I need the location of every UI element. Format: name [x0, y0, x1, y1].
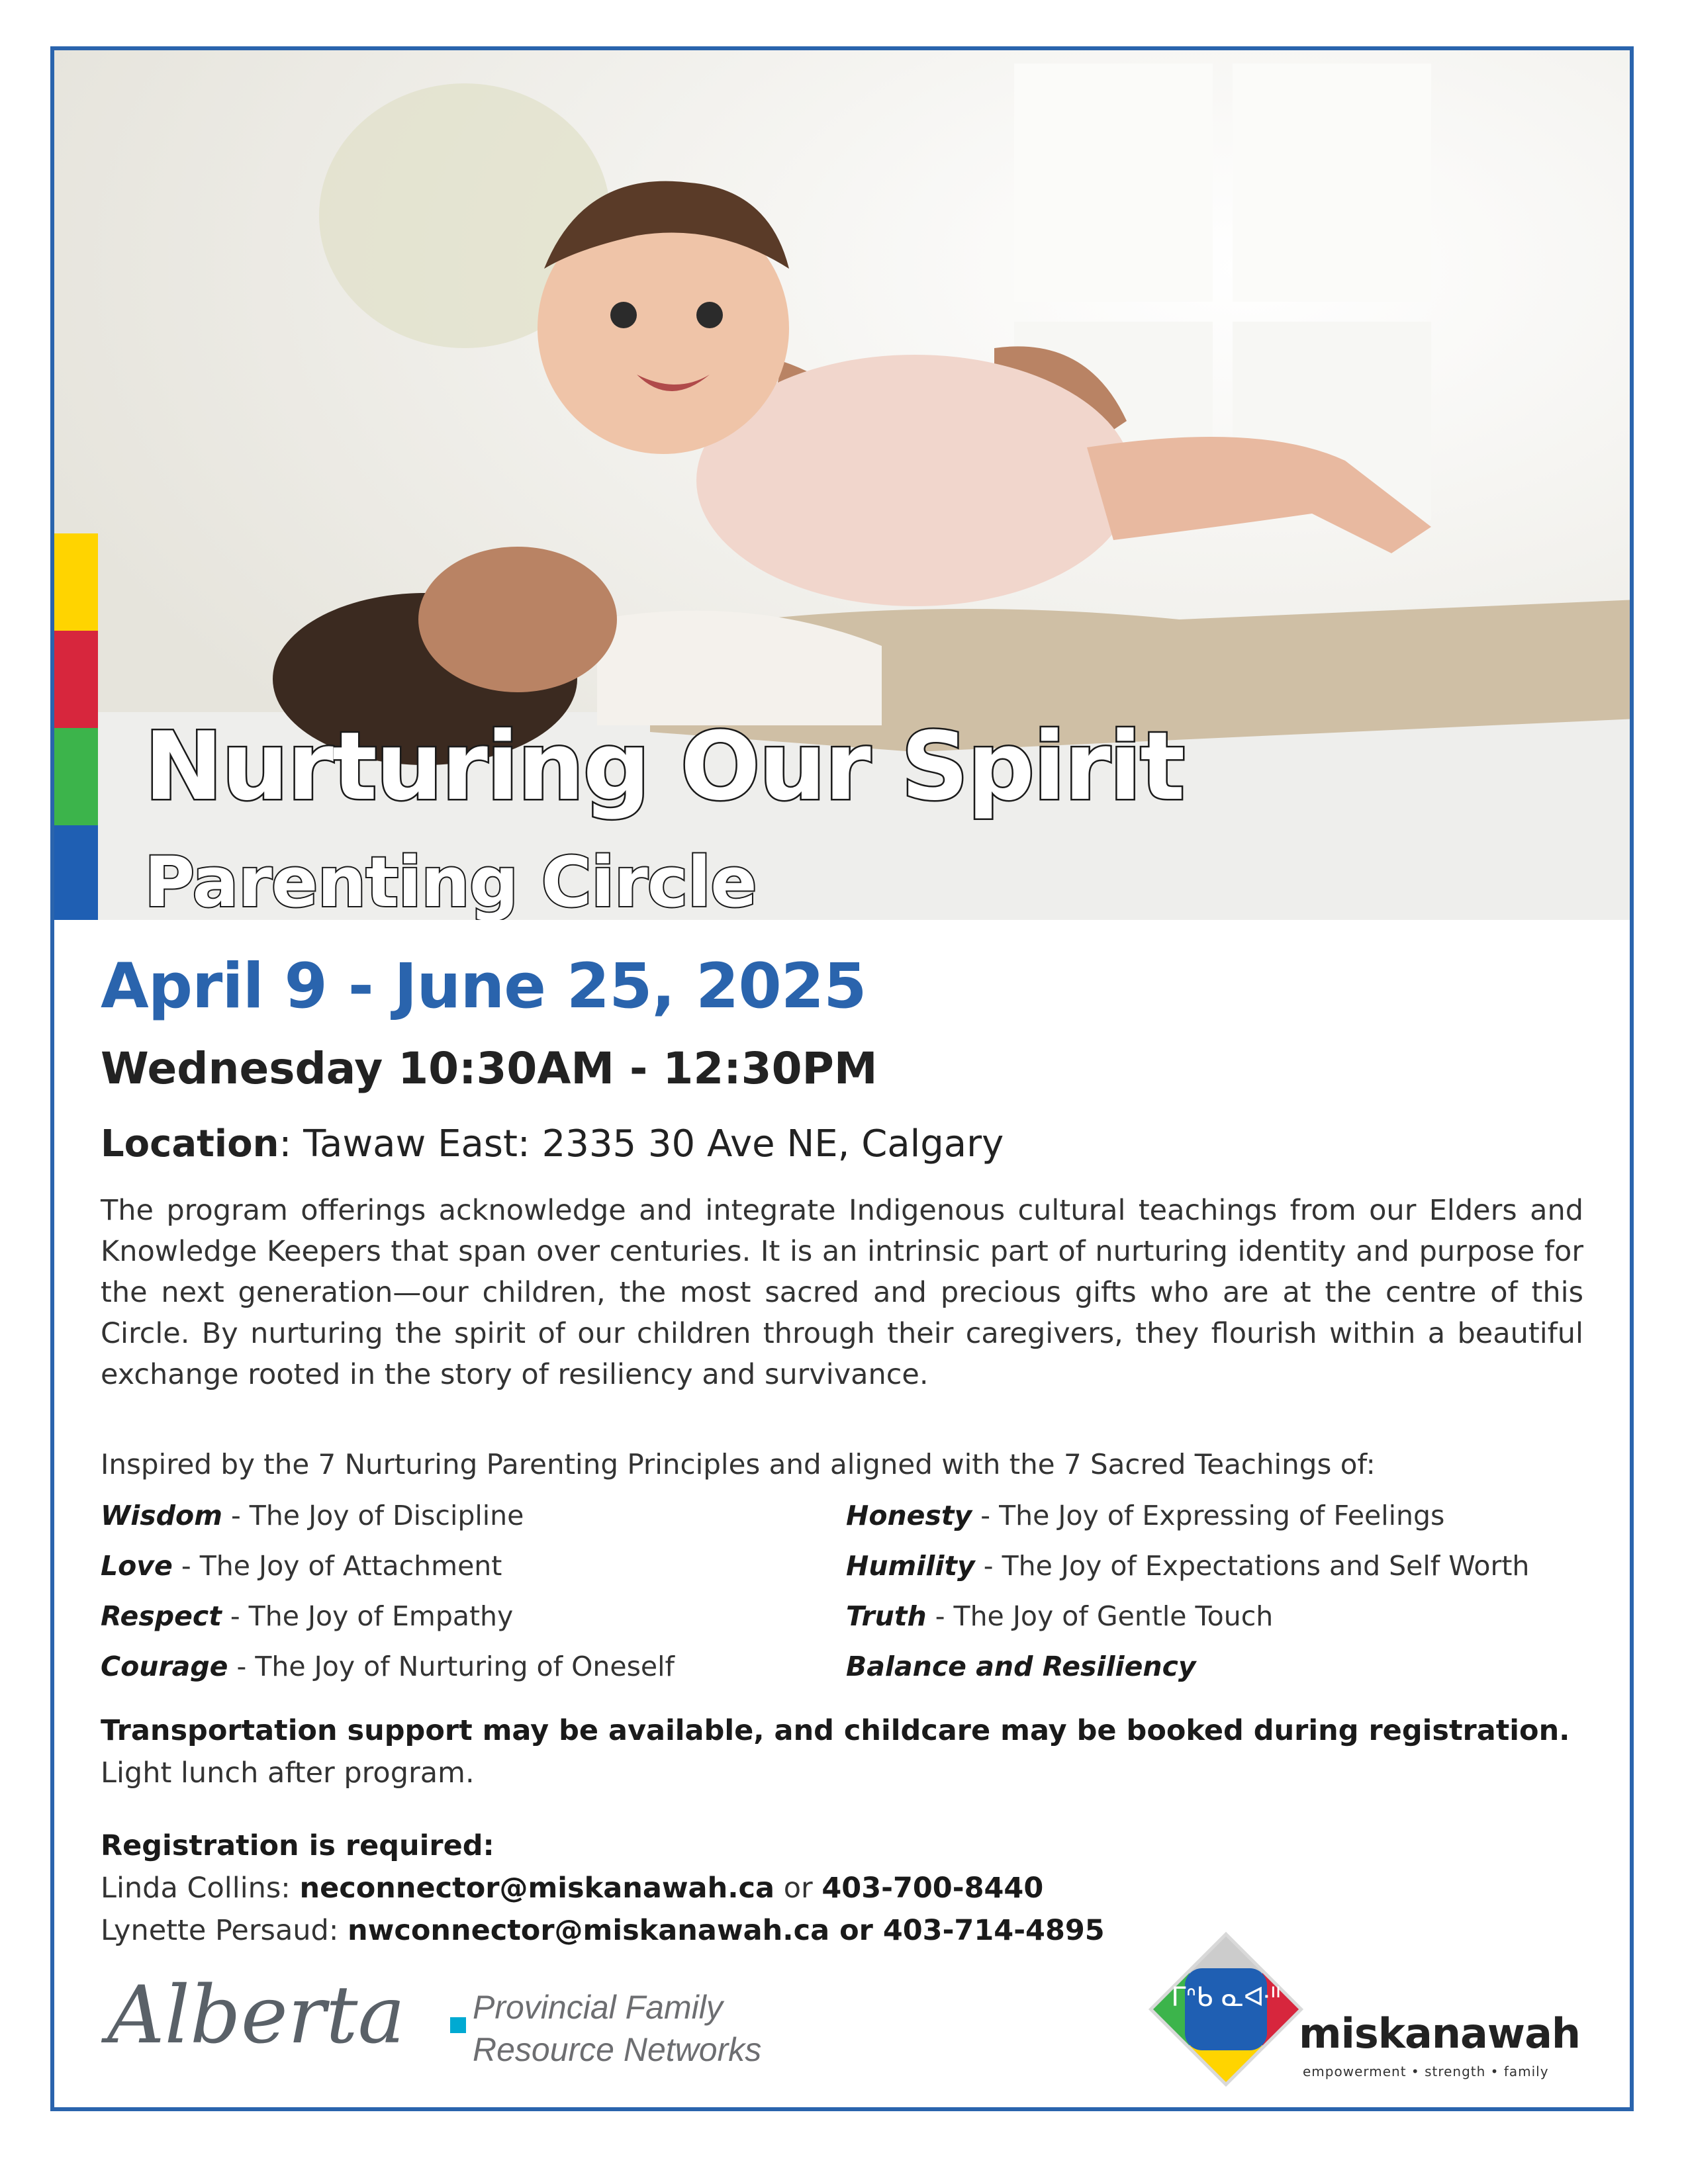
event-time: Wednesday 10:30AM - 12:30PM: [101, 1043, 878, 1094]
teaching-text: - The Joy of Nurturing of Oneself: [228, 1651, 675, 1682]
alberta-square: [450, 2017, 466, 2033]
program-description: The program offerings acknowledge and integrate Indigenous cultural teachings from our Elders and Knowledge Keepers that span over centuries. It is an intrinsic part of nurturing identity and purpose for the next generation—our children, the most sacred and precious gifts who are at the centre of this Circle. By nurturing the spirit of our children through their caregivers, they flourish within a beautiful exchange rooted in the story of resiliency and survivance.: [101, 1194, 1583, 1391]
pfrn-line2: Resource Networks: [473, 2031, 762, 2068]
teaching-text: - The Joy of Expressing of Feelings: [972, 1500, 1445, 1531]
contact-name: Lynette Persaud:: [101, 1914, 348, 1947]
contact-email-link[interactable]: nwconnector@miskanawah.ca: [348, 1914, 830, 1947]
contact-or: or: [774, 1872, 822, 1905]
teaching-text: - The Joy of Discipline: [222, 1500, 524, 1531]
teaching-item: [101, 1550, 502, 1582]
teaching-text: - The Joy of Expectations and Self Worth: [974, 1550, 1530, 1582]
stripe-yellow: [54, 533, 98, 631]
color-stripes: [54, 533, 98, 920]
teaching-name: Wisdom: [101, 1500, 222, 1531]
teaching-name: Respect: [101, 1600, 222, 1632]
teaching-name: Truth: [846, 1600, 927, 1632]
teaching-text: - The Joy of Gentle Touch: [926, 1600, 1274, 1632]
contact-line: [101, 1872, 1583, 1905]
flyer-subtitle: Parenting Circle: [144, 842, 757, 920]
hero-photo: [54, 50, 1630, 920]
stripe-blue: [54, 825, 98, 920]
event-dates: April 9 - June 25, 2025: [101, 950, 867, 1023]
inspired-statement: Inspired by the 7 Nurturing Parenting Principles and aligned with the 7 Sacred Teachings of:: [101, 1448, 1376, 1480]
teaching-name: Humility: [846, 1550, 975, 1582]
miskanawah-name: miskanawah: [1299, 2009, 1581, 2058]
contact-email-link[interactable]: neconnector@miskanawah.ca: [299, 1872, 775, 1905]
contact-or: or: [829, 1914, 883, 1947]
contact-name: Linda Collins:: [101, 1872, 300, 1905]
transport-note: Transportation support may be available, and childcare may be booked during registration.: [101, 1714, 1570, 1747]
location-value: : Tawaw East: 2335 30 Ave NE, Calgary: [279, 1122, 1004, 1165]
pfrn-text: [473, 1986, 761, 2071]
teaching-item: [846, 1550, 1529, 1582]
teaching-item: [846, 1500, 1444, 1531]
contact-phone-link[interactable]: 403-700-8440: [821, 1872, 1044, 1905]
contact-phone-link[interactable]: 403-714-4895: [882, 1914, 1105, 1947]
lunch-note: Light lunch after program.: [101, 1756, 475, 1790]
teaching-text: - The Joy of Attachment: [172, 1550, 502, 1582]
teaching-name: Courage: [101, 1651, 228, 1682]
stripe-red: [54, 631, 98, 728]
flyer-frame: [50, 46, 1634, 2111]
teaching-item: [101, 1500, 524, 1531]
miskanawah-logo: [1140, 1923, 1312, 2095]
teaching-name: Honesty: [846, 1500, 972, 1531]
alberta-wordmark: Alberta: [107, 1970, 405, 2062]
teaching-item: [846, 1600, 1273, 1632]
flyer-title: Nurturing Our Spirit: [144, 712, 1184, 821]
teaching-name: Love: [101, 1550, 173, 1582]
pfrn-line1: Provincial Family: [473, 1989, 723, 2026]
teaching-name: Balance and Resiliency: [846, 1651, 1196, 1682]
stripe-green: [54, 728, 98, 825]
teaching-item: [101, 1651, 675, 1682]
teaching-item: [846, 1651, 1196, 1682]
location-label: Location: [101, 1122, 279, 1165]
alberta-logo: [101, 1970, 471, 2062]
teaching-item: [101, 1600, 513, 1632]
teaching-text: - The Joy of Empathy: [221, 1600, 514, 1632]
registration-heading: Registration is required:: [101, 1829, 494, 1862]
event-location: [101, 1122, 1583, 1165]
logo-syllabics: ᒥᐢᑲ ᓇᐘᐦ: [1171, 1982, 1281, 2013]
contact-line: [101, 1914, 1583, 1947]
miskanawah-tagline: empowerment • strength • family: [1303, 2064, 1549, 2079]
